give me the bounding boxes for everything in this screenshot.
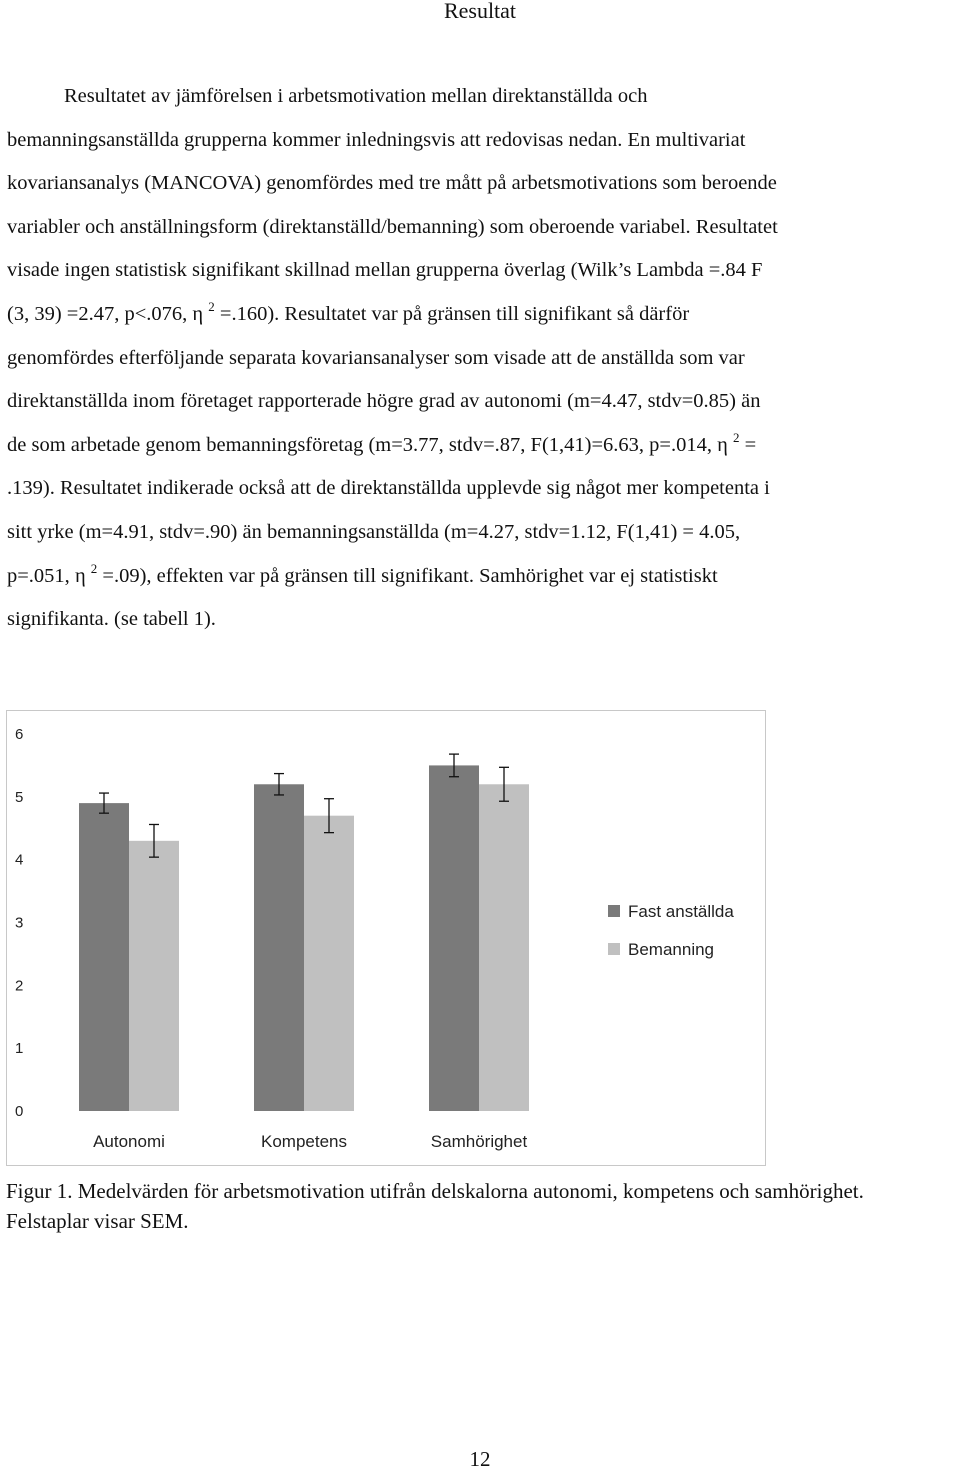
paragraph-line: de som arbetade genom bemanningsföretag (m=3.77, stdv=.87, F(1,41)=6.63, p=.014, η $^2$ = bbox=[7, 429, 757, 456]
paragraph-line: visade ingen statistisk signifikant skillnad mellan grupperna överlag (Wilk’s Lambda =.84 F bbox=[7, 259, 763, 282]
x-category-label: Autonomi bbox=[93, 1132, 165, 1151]
paragraph-line: Resultatet av jämförelsen i arbetsmotivation mellan direktanställda och bbox=[64, 85, 648, 107]
y-tick-label: 1 bbox=[15, 1040, 24, 1058]
legend-label: Fast anställda bbox=[628, 902, 734, 921]
chart-svg bbox=[7, 711, 765, 1165]
x-category-label: Kompetens bbox=[261, 1132, 347, 1151]
page-number: 12 bbox=[469, 1447, 491, 1471]
paragraph-line: p=.051, η $^2$ =.09), effekten var på gränsen till signifikant. Samhörighet var ej statistiskt bbox=[7, 560, 718, 587]
legend-swatch bbox=[608, 943, 620, 955]
paragraph-line: bemanningsanställda grupperna kommer inledningsvis att redovisas nedan. En multivariat bbox=[7, 128, 746, 151]
paragraph-line: .139). Resultatet indikerade också att de direktanställda upplevde sig något mer kompetenta i bbox=[7, 477, 770, 500]
bar-chart bbox=[6, 710, 766, 1166]
legend-swatch bbox=[608, 905, 620, 917]
paragraph-line: signifikanta. (se tabell 1). bbox=[7, 608, 216, 631]
paragraph-line: direktanställda inom företaget rapporterade högre grad av autonomi (m=4.47, stdv=0.85) än bbox=[7, 390, 761, 413]
y-tick-label: 0 bbox=[15, 1103, 24, 1120]
legend-label: Bemanning bbox=[628, 940, 715, 959]
paragraph-line: (3, 39) =2.47, p<.076, η $^2$ =.160). Resultatet var på gränsen till signifikant så därför bbox=[7, 298, 690, 325]
y-tick-label: 4 bbox=[15, 851, 24, 869]
paragraph-line: genomfördes efterföljande separata kovariansanalyser som visade att de anställda som var bbox=[7, 346, 745, 369]
bar bbox=[479, 784, 529, 1111]
bar bbox=[79, 803, 129, 1111]
results-paragraph bbox=[7, 75, 945, 642]
x-category-label: Samhörighet bbox=[430, 1132, 528, 1151]
paragraph-line: kovariansanalys (MANCOVA) genomfördes med tre mått på arbetsmotivations som beroende bbox=[7, 172, 777, 195]
y-tick-label: 3 bbox=[15, 914, 24, 932]
paragraph-line: sitt yrke (m=4.91, stdv=.90) än bemanningsanställda (m=4.27, stdv=1.12, F(1,41) = 4.05, bbox=[7, 520, 741, 543]
y-tick-label: 2 bbox=[15, 977, 24, 995]
bar bbox=[254, 784, 304, 1111]
section-heading: Resultat bbox=[443, 0, 517, 23]
bar bbox=[129, 841, 179, 1111]
y-tick-label: 5 bbox=[15, 788, 24, 806]
y-tick-label: 6 bbox=[15, 726, 24, 743]
bar bbox=[429, 765, 479, 1111]
bar bbox=[304, 816, 354, 1111]
paragraph-line: variabler och anställningsform (direktanställd/bemanning) som oberoende variabel. Resultatet bbox=[7, 215, 778, 238]
figure-caption: Figur 1. Medelvärden för arbetsmotivation utifrån delskalorna autonomi, kompetens och samhörighet. Felstaplar visar SEM. bbox=[6, 1179, 864, 1233]
